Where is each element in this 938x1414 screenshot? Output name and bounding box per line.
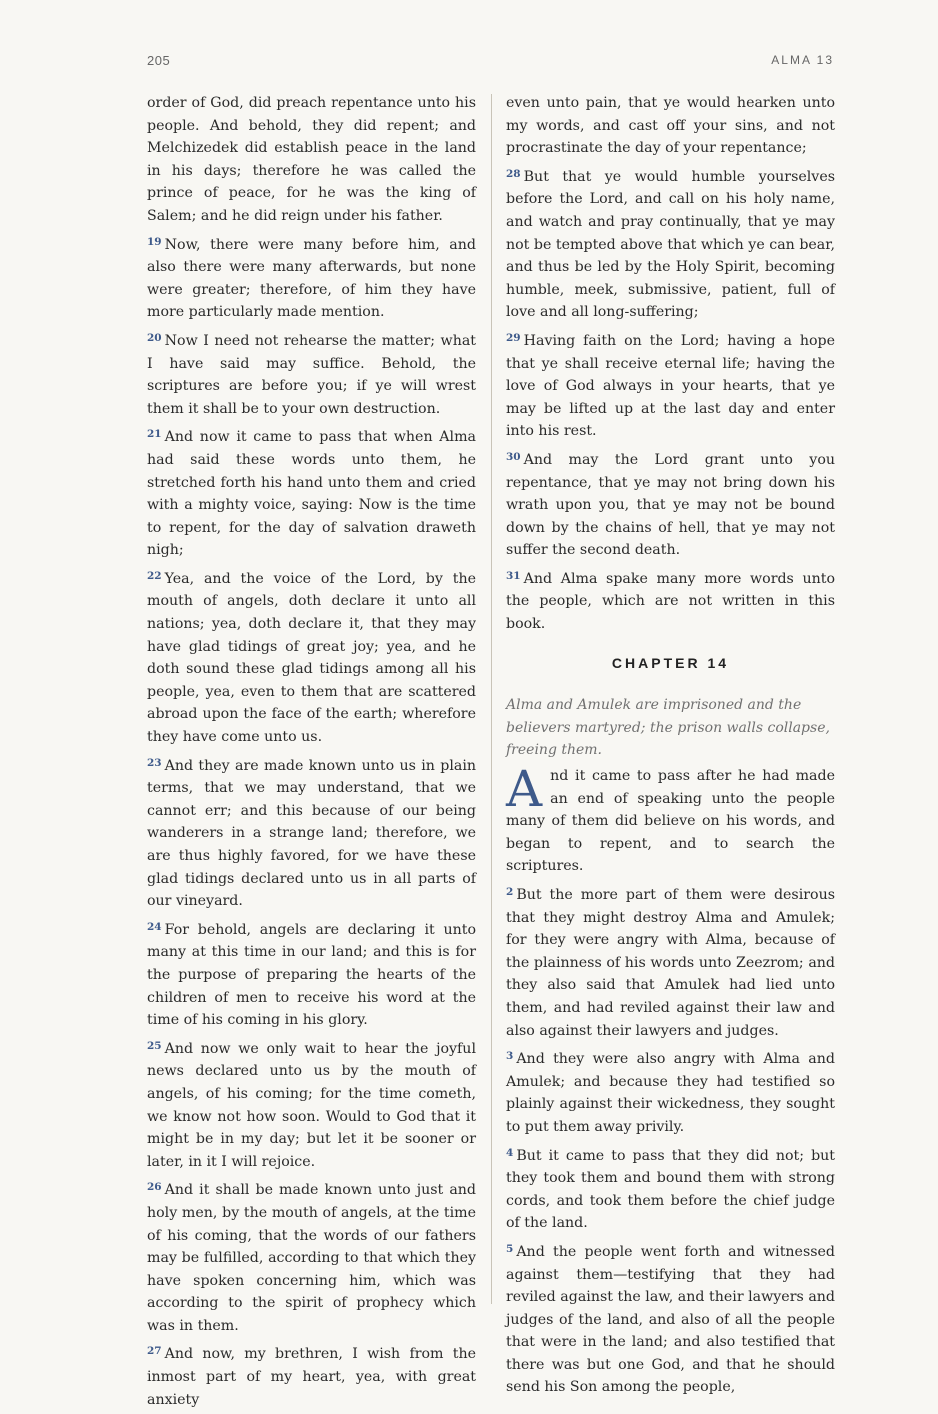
verse	[506, 163, 835, 324]
chapter-title: CHAPTER 14	[611, 654, 730, 671]
verse-number: 28	[506, 167, 521, 180]
verse-text: And may the Lord grant unto you repentance, that ye may not bring down his wrath upon you, that ye may not be bound down by the chains of hell, that ye may not suffer the second death.	[506, 451, 835, 559]
verse-text: And they were also angry with Alma and Amulek; and because they had testified so plainly against their wickedness, they sought to put them away privily.	[506, 1051, 835, 1135]
verse-text: And now, my brethren, I wish from the inmost part of my heart, yea, with great anxiety	[147, 1346, 476, 1408]
verse-number: 20	[147, 331, 162, 344]
verse-number: 30	[506, 450, 521, 463]
verse	[506, 1142, 835, 1235]
verse	[506, 92, 835, 160]
right-column	[506, 92, 835, 1402]
verse-text: But that ye would humble yourselves before the Lord, and call on his holy name, and watch and pray continually, that ye may not be tempted above that which ye can bear, and thus be led by the Holy Spirit, becoming humble, meek, submissive, patient, full of love and all long-suffering;	[506, 168, 835, 321]
verse-text: And Alma spake many more words unto the people, which are not written in this book.	[506, 570, 835, 633]
verse	[506, 327, 835, 443]
verse-text: For behold, angels are declaring it unto many at this time in our land; and this is for the purpose of preparing the hearts of the children of men to receive his word at the time of his coming in his glory.	[147, 921, 476, 1029]
verse	[147, 231, 476, 324]
verse-text: Now I need not rehearse the matter; what I have said may suffice. Behold, the scriptures are before you; if ye will wrest them it shall be to your own destruction.	[147, 332, 476, 417]
drop-cap: A	[506, 760, 543, 819]
verse-text: But the more part of them were desirous that they might destroy Alma and Amulek; for they were angry with Alma, because of the plainness of his words unto Zeezrom; and they also said that Amulek had lied unto them, and had reviled against their law and also against their lawyers and judges.	[506, 887, 835, 1039]
verse	[147, 916, 476, 1032]
verse	[506, 446, 835, 562]
column-divider	[491, 94, 492, 1304]
verse-number: 26	[147, 1181, 162, 1194]
verse-number: 27	[147, 1345, 162, 1358]
verse	[147, 1035, 476, 1174]
verse-number: 4	[506, 1146, 514, 1159]
verse-text: Having faith on the Lord; having a hope that ye shall receive eternal life; having the love of God always in your hearts, that ye may be lifted up at the last day and enter into his rest.	[506, 332, 835, 440]
verse-text: Yea, and the voice of the Lord, by the mouth of angels, doth declare it unto all nations; yea, doth declare it, that they may have glad tidings of great joy; yea, and he doth sound these glad tidings among all his people, yea, even to them that are scattered abroad upon the face of the earth; wherefore they have come unto us.	[147, 570, 476, 746]
verse	[147, 423, 476, 562]
verse	[506, 565, 835, 636]
verse-number: 5	[506, 1242, 514, 1255]
verse-text: But it came to pass that they did not; but they took them and bound them with strong cords, and took them before the chief judge of the land.	[506, 1147, 835, 1232]
verse	[506, 881, 835, 1042]
verse-text: And they are made known unto us in plain terms, that we may understand, that we cannot err; and this because of our being wanderers in a strange land; therefore, we are thus highly favored, for we have these glad tidings declared unto us in all parts of our vineyard.	[147, 757, 476, 910]
verse-number: 19	[147, 235, 162, 248]
verse-number: 3	[506, 1050, 514, 1063]
running-head: ALMA 13	[771, 53, 834, 67]
verse	[506, 1045, 835, 1138]
verse-number: 29	[506, 331, 521, 344]
verse	[506, 1238, 835, 1399]
verse	[147, 327, 476, 420]
verse-text: And now it came to pass that when Alma had said these words unto them, he stretched forth his hand unto them and cried with a mighty voice, saying: Now is the time to repent, for the day of salvation draweth nigh;	[147, 429, 476, 559]
verse-number: 21	[147, 428, 162, 441]
verse	[147, 1176, 476, 1337]
verse	[506, 760, 835, 878]
verse-number: 31	[506, 569, 521, 582]
verse-text: Now, there were many before him, and also there were many afterwards, but none were greater; therefore, of him they have more particularly made mention.	[147, 236, 476, 321]
verse	[147, 565, 476, 749]
verse-text: And the people went forth and witnessed against them—testifying that they had reviled against the law, and their lawyers and judges of the land, and also of all the people that were in the land; and also testified that there was but one God, and that he should send his Son among the people,	[506, 1243, 835, 1396]
verse-text: nd it came to pass after he had made an end of speaking unto the people many of them did believe on his words, and began to repent, and to search the scriptures.	[506, 768, 835, 875]
verse-text: And it shall be made known unto just and holy men, by the mouth of angels, at the time of his coming, that the words of our fathers may be fulfilled, according to that which they have spoken concerning him, which was according to the spirit of prophecy which was in them.	[147, 1182, 476, 1334]
verse-text: even unto pain, that ye would hearken unto my words, and cast off your sins, and not procrastinate the day of your repentance;	[506, 95, 835, 157]
verse-number: 22	[147, 569, 162, 582]
verse-number: 24	[147, 920, 162, 933]
verse-number: 2	[506, 886, 514, 898]
verse	[147, 1340, 476, 1411]
left-column	[147, 92, 476, 1414]
verse-number: 23	[147, 756, 162, 769]
verse	[147, 752, 476, 913]
chapter-summary: Alma and Amulek are imprisoned and the believers martyred; the prison walls collapse, freeing them.	[506, 697, 830, 759]
verse-number: 25	[147, 1039, 162, 1052]
verse-text: And now we only wait to hear the joyful news declared unto us by the mouth of angels, of his coming; for the time cometh, we know not how soon. Would to God that it might be in my day; but let it be sooner or later, in it I will rejoice.	[147, 1040, 476, 1170]
verse-text: order of God, did preach repentance unto his people. And behold, they did repent; and Melchizedek did establish peace in the land in his days; therefore he was called the prince of peace, for he was the king of Salem; and he did reign under his father.	[147, 95, 476, 224]
page-number: 205	[147, 53, 171, 68]
verse	[147, 92, 476, 228]
